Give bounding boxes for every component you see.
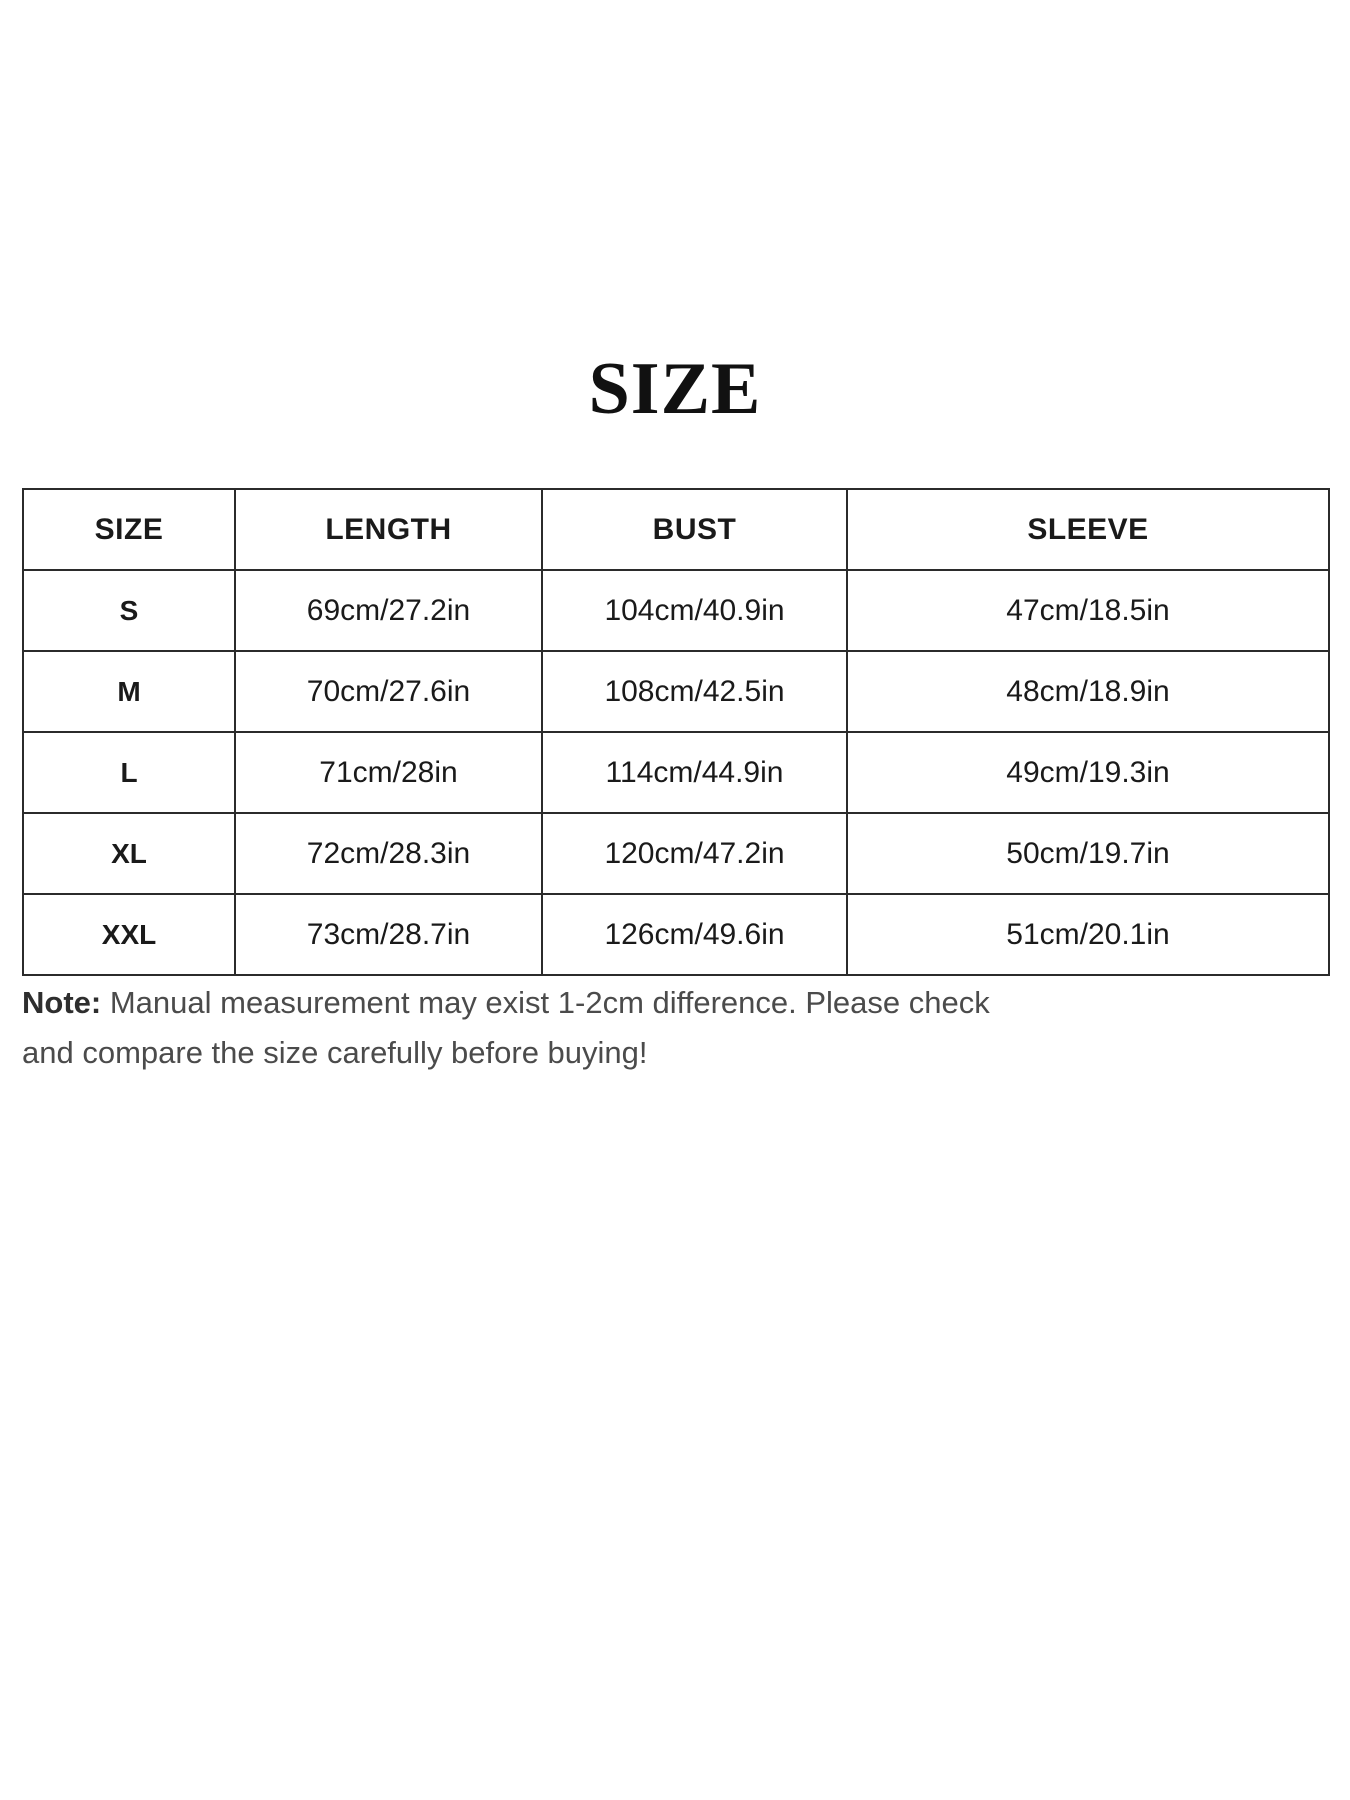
cell-length: 72cm/28.3in — [235, 813, 542, 894]
page-title: SIZE — [588, 348, 762, 430]
cell-sleeve: 49cm/19.3in — [847, 732, 1329, 813]
note-label: Note: — [22, 985, 102, 1020]
measurement-note — [22, 978, 1022, 1078]
cell-bust: 126cm/49.6in — [542, 894, 847, 975]
cell-sleeve: 47cm/18.5in — [847, 570, 1329, 651]
cell-size: S — [23, 570, 235, 651]
note-text: Manual measurement may exist 1-2cm difference. Please check and compare the size carefully before buying! — [22, 985, 990, 1070]
cell-size: M — [23, 651, 235, 732]
cell-sleeve: 50cm/19.7in — [847, 813, 1329, 894]
cell-length: 70cm/27.6in — [235, 651, 542, 732]
table-row — [23, 651, 1329, 732]
cell-bust: 104cm/40.9in — [542, 570, 847, 651]
table-body — [23, 570, 1329, 975]
cell-length: 71cm/28in — [235, 732, 542, 813]
cell-bust: 114cm/44.9in — [542, 732, 847, 813]
cell-length: 73cm/28.7in — [235, 894, 542, 975]
cell-bust: 108cm/42.5in — [542, 651, 847, 732]
cell-sleeve: 51cm/20.1in — [847, 894, 1329, 975]
table-row — [23, 732, 1329, 813]
cell-size: XXL — [23, 894, 235, 975]
cell-bust: 120cm/47.2in — [542, 813, 847, 894]
column-header-size: SIZE — [23, 489, 235, 570]
table-row — [23, 813, 1329, 894]
size-table-container — [22, 488, 1328, 976]
table-header — [23, 489, 1329, 570]
cell-length: 69cm/27.2in — [235, 570, 542, 651]
size-table — [22, 488, 1330, 976]
table-row — [23, 570, 1329, 651]
column-header-length: LENGTH — [235, 489, 542, 570]
cell-size: XL — [23, 813, 235, 894]
table-row — [23, 894, 1329, 975]
column-header-bust: BUST — [542, 489, 847, 570]
cell-size: L — [23, 732, 235, 813]
table-header-row — [23, 489, 1329, 570]
cell-sleeve: 48cm/18.9in — [847, 651, 1329, 732]
column-header-sleeve: SLEEVE — [847, 489, 1329, 570]
